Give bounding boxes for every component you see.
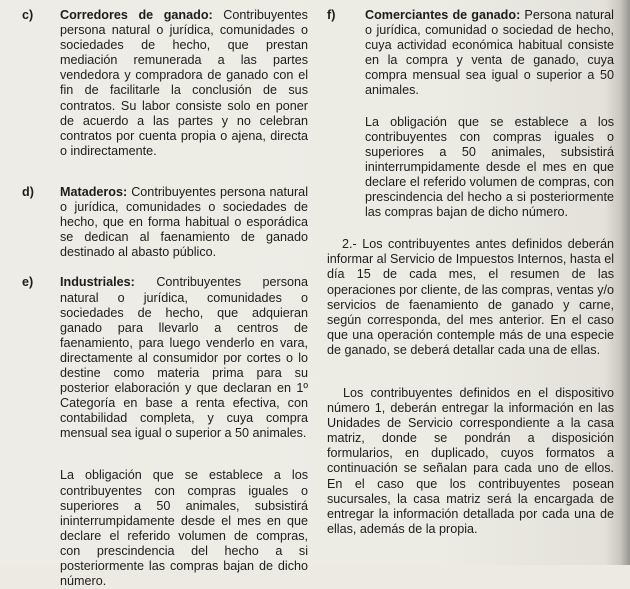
right-column xyxy=(327,8,614,537)
item-title: Mataderos: xyxy=(60,184,128,199)
item-body: Contribuyentes persona natural o jurídica, comunidades o sociedades de hecho, que prestan mediación remunerada a las partes vendedora y compradora de ganado con el fin de facilitarle la conclusión de sus contratos. Su labor consiste solo en poner de acuerdo a las partes y no celebran contratos por cuenta propia o ajena, directa o indirectamente. xyxy=(60,8,308,158)
point-2-paragraph: 2.- Los contribuyentes antes definidos deberán informar al Servicio de Impuestos Internos, hasta el día 15 de cada mes, el resumen de las operaciones por cliente, de las compras, ventas y/o servicios de faenamiento de ganado y carne, según corresponda, del mes anterior. En el caso que una operación contemple más de una especie de ganado, se deberá detallar cada una de ellas. xyxy=(327,237,615,357)
item-text xyxy=(365,8,614,99)
item-title: Corredores de ganado: xyxy=(60,8,213,22)
obligation-paragraph: La obligación que se establece a los contribuyentes con compras iguales o superiores a 50 animales, subsistirá ininterrumpidamente desde el mes en que declare el referido volumen de compras, con prescindencia del hecho a si posteriormente las compras bajan de dicho número. xyxy=(60,468,308,589)
item-text xyxy=(60,8,308,159)
item-c-corredores xyxy=(22,8,308,159)
item-d-mataderos xyxy=(22,185,308,260)
item-letter: e) xyxy=(22,275,34,290)
right-obligation-block xyxy=(327,115,614,221)
item-body: Contribuyentes persona natural o jurídica, comunidades o sociedades de hecho, que adquieran ganado para llevarlo a centros de faenamiento, para luego venderlo en vara, directamente al consumidor por cortes o lo destine como materia prima para su posterior elaboración y que declaran en 1º Categoría en base a renta efectiva, con contabilidad completa, y cuya compra mensual sea igual o superior a 50 animales. xyxy=(60,275,308,441)
item-title: Industriales: xyxy=(60,275,135,290)
item-text xyxy=(60,185,308,260)
item-body: Persona natural o jurídica, comunidad o sociedad de hecho, cuya actividad económica habitual consiste en la compra y venta de ganado, cuya compra mensual sea igual o superior a 50 animales. xyxy=(365,8,614,98)
obligation-paragraph: La obligación que se establece a los contribuyentes con compras iguales o superiores a 50 animales, subsistirá ininterrumpidamente desde el mes en que declare el referido volumen de compras, con prescindencia del hecho a si posteriormente las compras bajan de dicho número. xyxy=(365,114,614,220)
item-letter: d) xyxy=(22,184,34,199)
item-e-industriales xyxy=(22,275,308,441)
item-title: Comerciantes de ganado: xyxy=(365,8,521,22)
left-column xyxy=(22,8,308,589)
item-text xyxy=(60,275,308,441)
item-body: Contribuyentes persona natural o jurídica, comunidades o sociedades de hecho, que en forma habitual o esporádica se dedican al faenamiento de ganado destinado al abasto público. xyxy=(60,184,308,260)
item-letter: f) xyxy=(327,8,336,22)
dispositivo-paragraph: Los contribuyentes definidos en el dispositivo número 1, deberán entregar la información en las Unidades de Servicio correspondiente a la casa matriz, donde se pondrán a disposición formularios, en duplicado, cuyos formatos a continuación se señalan para cada uno de ellos. En el caso que los contribuyentes posean sucursales, la casa matriz será la encargada de entregar la información detallada por cada una de ellas, además de la propia. xyxy=(327,385,614,536)
page-edge-shadow xyxy=(620,0,630,565)
item-letter: c) xyxy=(22,8,34,22)
item-f-comerciantes xyxy=(327,8,614,99)
left-obligation-block xyxy=(22,468,308,589)
